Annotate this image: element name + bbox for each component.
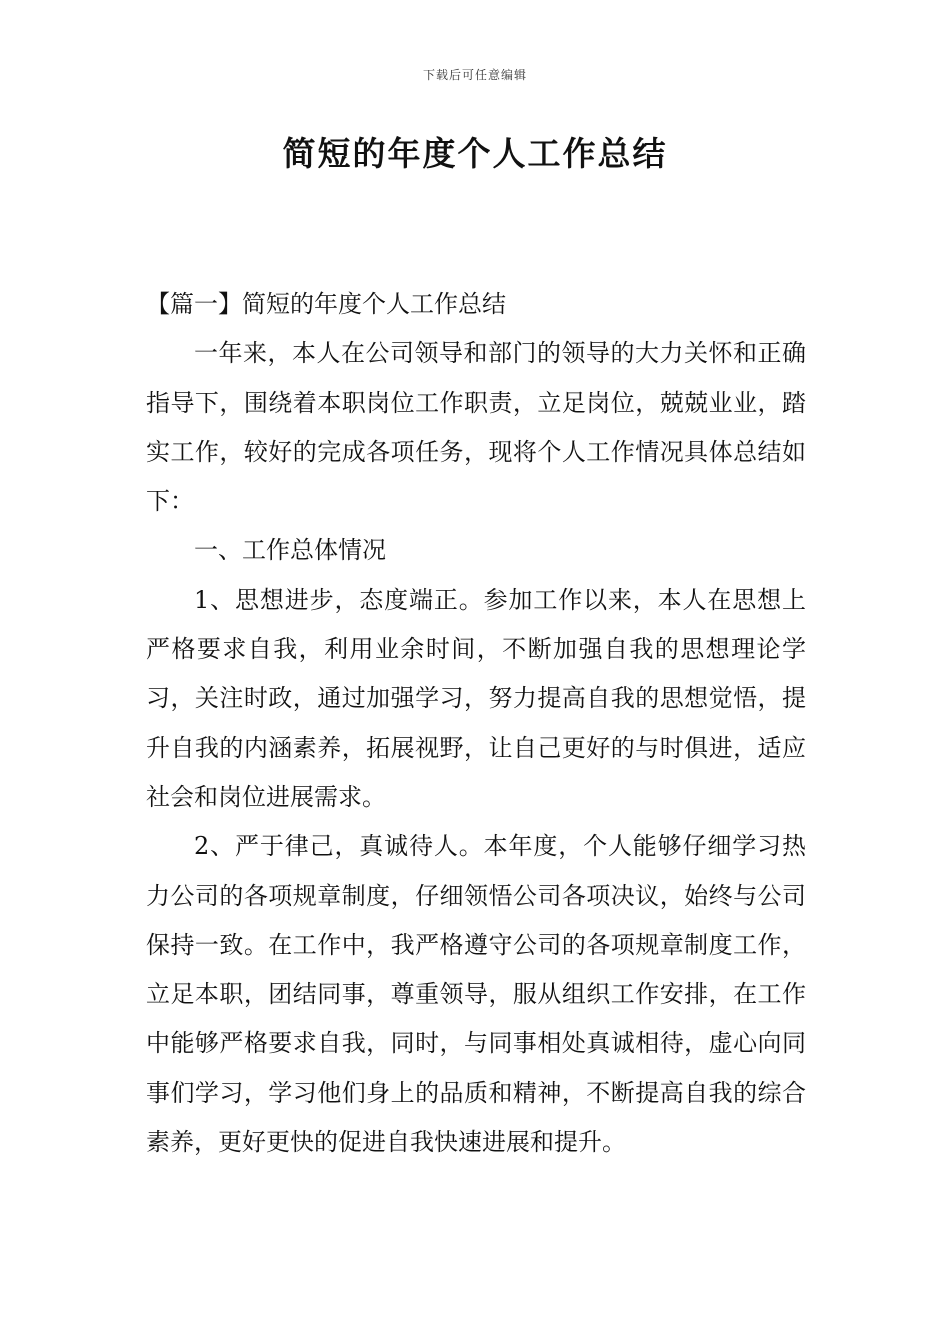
header-note: 下载后可任意编辑 (422, 68, 527, 82)
paragraph-item-2: 2、严于律己，真诚待人。本年度，个人能够仔细学习热力公司的各项规章制度，仔细领悟公司各项决议，始终与公司保持一致。在工作中，我严格遵守公司的各项规章制度工作，立足本职，团结同事，尊重领导，服从组织工作安排，在工作中能够严格要求自我，同时，与同事相处真诚相待，虚心向同事们学习，学习他们身上的品质和精神，不断提高自我的综合素养，更好更快的促进自我快速进展和提升。 (146, 832, 806, 1157)
paragraph-subheading: 一、工作总体情况 (194, 536, 386, 565)
paragraph-item-1: 1、思想进步，态度端正。参加工作以来，本人在思想上严格要求自我，利用业余时间，不断加强自我的思想理论学习，关注时政，通过加强学习，努力提高自我的思想觉悟，提升自我的内涵素养，拓展视野，让自己更好的与时俱进，适应社会和岗位进展需求。 (146, 585, 806, 811)
section-heading: 【篇一】简短的年度个人工作总结 (146, 290, 506, 318)
document-body (146, 280, 806, 1167)
document-title: 简短的年度个人工作总结 (282, 134, 668, 173)
paragraph-intro: 一年来，本人在公司领导和部门的领导的大力关怀和正确指导下，围绕着本职岗位工作职责，立足岗位，兢兢业业，踏实工作，较好的完成各项任务，现将个人工作情况具体总结如下： (146, 339, 806, 516)
